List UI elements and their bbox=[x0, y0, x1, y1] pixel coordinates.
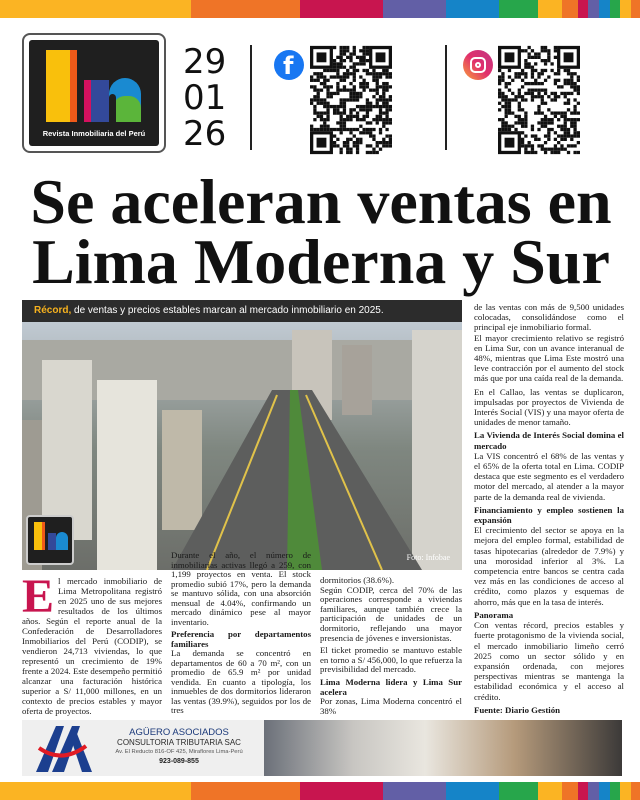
logo-caption: Revista Inmobiliaria del Perú bbox=[42, 129, 146, 138]
advertisement-aguero-asociados[interactable] bbox=[22, 720, 622, 776]
date-year: 26 bbox=[183, 114, 227, 154]
date-day: 29 bbox=[183, 42, 227, 82]
stripe-segment bbox=[499, 782, 538, 800]
stripe-segment bbox=[578, 782, 588, 800]
stripe-segment bbox=[383, 782, 446, 800]
article-column-1 bbox=[22, 570, 162, 716]
stripe-segment bbox=[599, 0, 610, 18]
paragraph: de las ventas con más de 9,500 unidades colocadas, consolidándose como el principal eje inmobiliario formal. bbox=[474, 302, 624, 333]
ad-address: Av. El Reducto 816-OF 425, Miraflores Lima-Perú bbox=[115, 749, 243, 755]
magazine-logo bbox=[22, 33, 166, 153]
instagram-icon[interactable] bbox=[463, 50, 493, 80]
facebook-qr-code[interactable] bbox=[310, 45, 392, 155]
paragraph: El crecimiento del sector se apoya en la mejora del empleo formal, estabilidad de tasas hipotecarias (alrededor de 7.9%) y una morosidad inferior al 3%. La competencia entre bancos se centra cada vez más en las condiciones de acceso al crédito, como plazos y esquemas de ahorro, más que en la tasa de interés. bbox=[474, 525, 624, 607]
issue-date bbox=[183, 44, 226, 152]
caption-highlight: Récord, bbox=[34, 305, 72, 316]
photo-caption bbox=[22, 300, 462, 322]
paragraph: El ticket promedio se mantuvo estable en torno a S/ 456,000, lo que refuerza la previsibilidad del mercado. bbox=[320, 645, 462, 675]
stripe-segment bbox=[499, 0, 538, 18]
paragraph: Según CODIP, cerca del 70% de las operaciones corresponde a viviendas familiares, aunque también crece la participación de unidades de un dormitorio, reflejando una mayor presencia de jóvenes e inversionistas. bbox=[320, 584, 462, 643]
headline bbox=[18, 166, 624, 297]
paragraph: En el Callao, las ventas se duplicaron, impulsadas por proyectos de Vivienda de Interés Social (VIS) y una mayor oferta de unidades de menor tamaño. bbox=[474, 386, 624, 428]
caption-text: de ventas y precios estables marcan al mercado inmobiliario en 2025. bbox=[71, 305, 384, 316]
stripe-segment bbox=[620, 782, 631, 800]
paragraph: Con ventas récord, precios estables y fuerte protagonismo de la vivienda social, el mercado inmobiliario limeño cerró 2025 como un sector sólido y en expansión ordenada, con mejores perspectivas mientras se mantenga la estabilidad económica y el acceso al crédito. bbox=[474, 620, 624, 702]
stripe-segment bbox=[0, 782, 191, 800]
top-color-stripe bbox=[0, 0, 640, 18]
ad-company-name: AGÜERO ASOCIADOS bbox=[129, 727, 229, 738]
city-illustration bbox=[22, 300, 462, 570]
ad-phone[interactable]: 923-089-855 bbox=[159, 758, 199, 765]
stripe-segment bbox=[610, 0, 621, 18]
bottom-color-stripe bbox=[0, 782, 640, 800]
subheading: Financiamiento y empleo sostienen la expansión bbox=[474, 504, 624, 526]
article-column-2 bbox=[171, 551, 311, 716]
source-credit: Fuente: Diario Gestión bbox=[474, 704, 561, 715]
stripe-segment bbox=[599, 782, 610, 800]
photo-credit: Foto: Infobae bbox=[406, 553, 450, 562]
stripe-segment bbox=[610, 782, 621, 800]
stripe-segment bbox=[383, 0, 446, 18]
stripe-segment bbox=[631, 782, 640, 800]
drop-cap: E bbox=[22, 570, 55, 623]
stripe-segment bbox=[631, 0, 640, 18]
aerial-photo-lima bbox=[22, 300, 462, 570]
article-column-3 bbox=[320, 576, 462, 716]
photo-logo-badge bbox=[26, 515, 74, 565]
stripe-segment bbox=[578, 0, 588, 18]
subheading: Preferencia por departamentos familiares bbox=[171, 629, 311, 649]
date-month: 01 bbox=[183, 78, 227, 118]
stripe-segment bbox=[538, 0, 562, 18]
divider bbox=[250, 45, 252, 150]
stripe-segment bbox=[538, 782, 562, 800]
stripe-segment bbox=[588, 0, 599, 18]
stripe-segment bbox=[191, 782, 300, 800]
paragraph: La demanda se concentró en departamentos de 60 a 70 m², con un promedio de 65.9 m² por unidad vendida. En cuanto a tipología, los inmuebles de dos dormitorios lideraron las ventas (39.9%), seguidos por los de tres bbox=[171, 648, 311, 715]
stripe-segment bbox=[300, 0, 383, 18]
paragraph: l mercado inmobiliario de Lima Metropolitana registró en 2025 uno de sus mejores resultados de los últimos años. Según el reporte anual de la Confederación de Desarrolladores Inmobiliarios del Perú (CODIP), se vendieron 24,713 viviendas, lo que representó un crecimiento de 19% frente a 2024. Este desempeño permitió alcanzar una facturación histórica superior a S/ 11,000 millones, en un contexto de precios estables y mayor oferta de proyectos. bbox=[22, 576, 162, 716]
stripe-segment bbox=[562, 782, 578, 800]
ad-photo bbox=[264, 720, 622, 776]
headline-line-1: Se aceleran ventas en bbox=[30, 166, 612, 237]
stripe-segment bbox=[300, 782, 383, 800]
stripe-segment bbox=[0, 0, 191, 18]
subheading: Lima Moderna lidera y Lima Sur acelera bbox=[320, 676, 462, 697]
subheading: La Vivienda de Interés Social domina el mercado bbox=[474, 430, 624, 451]
headline-line-2: Lima Moderna y Sur bbox=[32, 226, 610, 297]
article-column-4 bbox=[474, 302, 624, 715]
stripe-segment bbox=[191, 0, 300, 18]
paragraph: La VIS concentró el 68% de las ventas y el 65% de la oferta total en Lima. CODIP destaca que este segmento es el verdadero motor del mercado, al atender a la mayor parte de la demanda real de vivienda. bbox=[474, 450, 624, 502]
ad-company-subtitle: CONSULTORIA TRIBUTARIA SAC bbox=[117, 738, 241, 747]
facebook-icon[interactable]: f bbox=[274, 50, 304, 80]
stripe-segment bbox=[588, 782, 599, 800]
paragraph: El mayor crecimiento relativo se registró en Lima Sur, con un avance interanual de 48%, mientras que Lima Este mostró una leve contracción por el aumento del stock más que por una caída real de la demanda. bbox=[474, 332, 624, 384]
paragraph: dormitorios (38.6%). bbox=[320, 575, 395, 585]
instagram-qr-code[interactable] bbox=[498, 45, 580, 155]
stripe-segment bbox=[446, 782, 498, 800]
stripe-segment bbox=[446, 0, 498, 18]
subheading: Panorama bbox=[474, 609, 514, 620]
stripe-segment bbox=[562, 0, 578, 18]
paragraph: Por zonas, Lima Moderna concentró el 38% bbox=[320, 696, 462, 716]
aguero-logo-icon bbox=[34, 722, 94, 774]
divider bbox=[445, 45, 447, 150]
paragraph: Durante el año, el número de inmobiliarias activas llegó a 259, con 1,199 proyectos en venta. El stock promedio subió 17%, pero la demanda se mantuvo sólida, con una absorción mensual de 4.04%, confirmando un mercado dinámico pese al mayor inventario. bbox=[171, 550, 311, 627]
stripe-segment bbox=[620, 0, 631, 18]
